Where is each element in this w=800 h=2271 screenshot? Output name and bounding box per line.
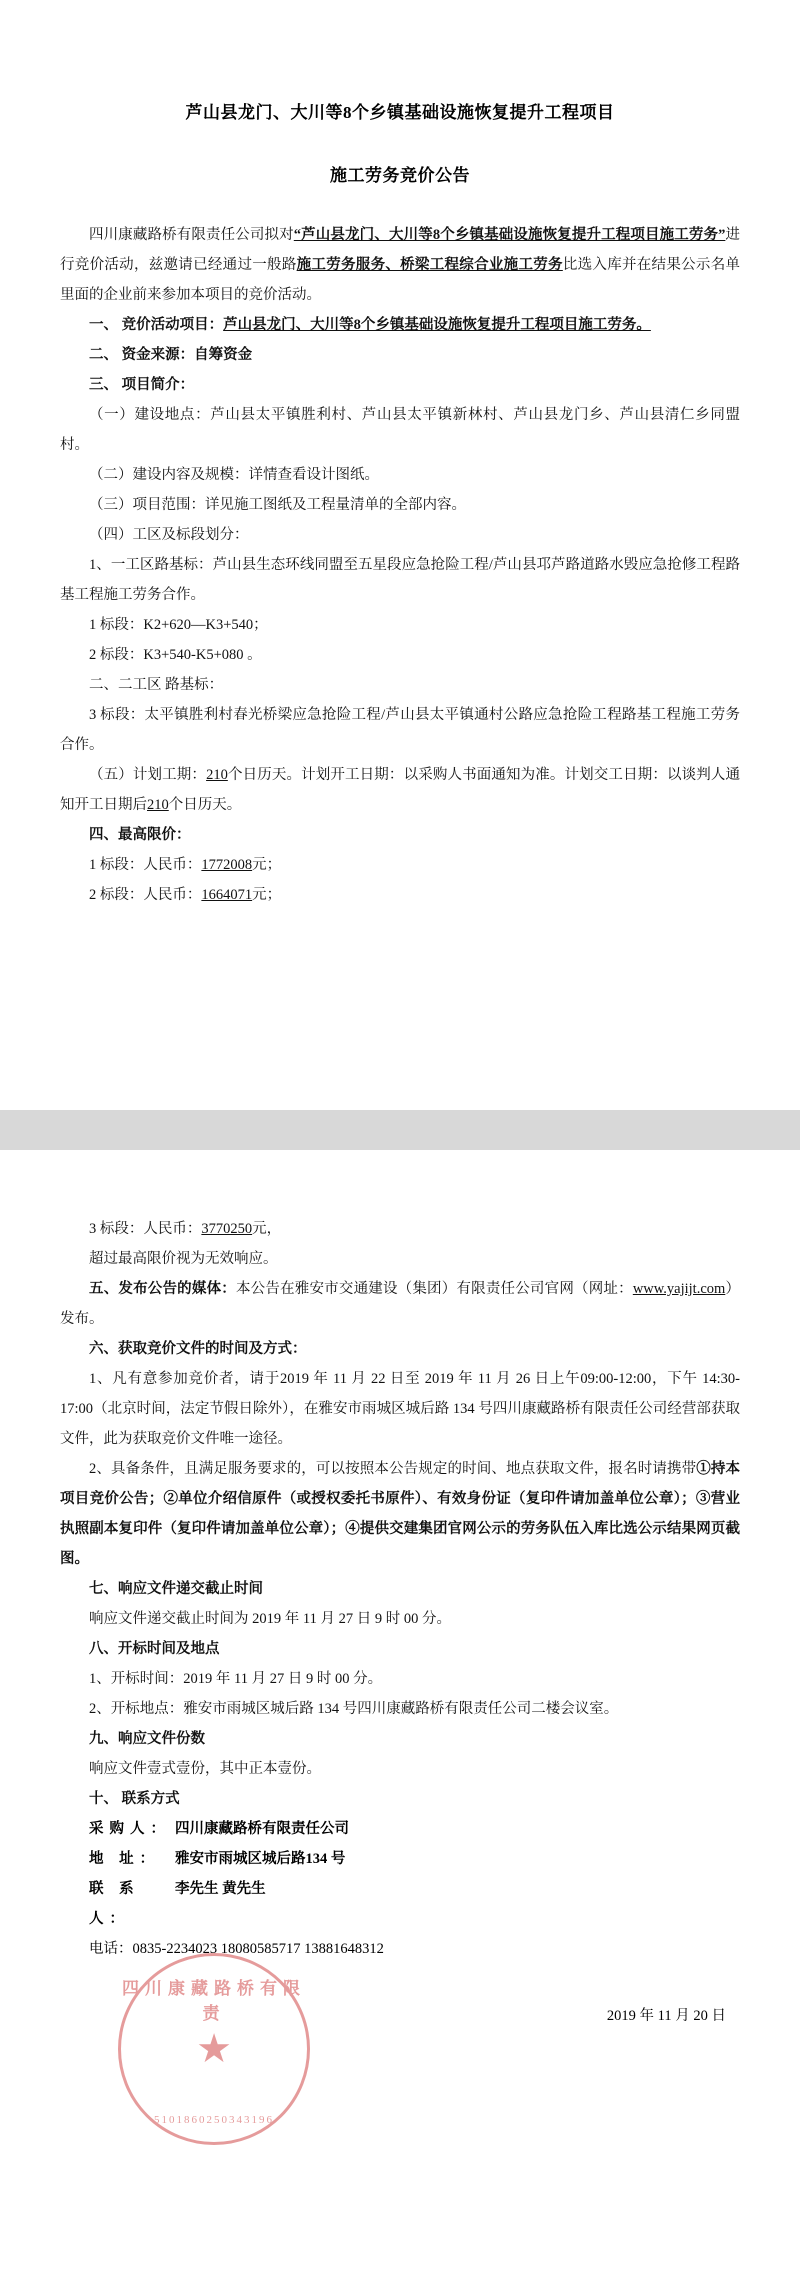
section-5-text-1: 本公告在雅安市交通建设（集团）有限责任公司官网（网址： [235,1281,633,1297]
section-bid-1: 1 标段：K2+620—K3+540； [89,617,268,633]
price-cap-bid-3-label: 3 标段：人民币： [89,1221,202,1237]
section-5 [60,1274,740,1334]
section-8-time: 1、开标时间：2019 年 11 月 27 日 9 时 00 分。 [89,1671,383,1687]
page-separator [0,1110,800,1150]
price-cap-bid-2-value: 1664071 [201,887,253,903]
section-7: 七、响应文件递交截止时间 [89,1581,263,1597]
section-1 [60,310,740,340]
section-2: 二、 资金来源：自筹资金 [89,347,253,363]
contact-buyer-label: 采购人： [89,1821,171,1837]
schedule-prefix: （五）计划工期： [89,767,207,783]
seal-bottom-text: 5101860250343196 [154,2114,274,2126]
section-1-label: 一、 竞价活动项目： [89,317,224,333]
section-3-item-1: （一）建设地点：芦山县太平镇胜利村、芦山县太平镇新林村、芦山县龙门乡、芦山县清仁乡同盟村。 [60,407,740,453]
section-bid-3: 3 标段：太平镇胜利村春光桥梁应急抢险工程/芦山县太平镇通村公路应急抢险工程路基工程施工劳务合作。 [60,707,740,753]
price-cap-bid-1-unit: 元； [252,857,282,873]
contact-person-label: 联 系 人： [89,1881,140,1927]
schedule-days-1: 210 [206,767,228,783]
document-date: 2019 年 11 月 20 日 [606,2008,726,2024]
section-6-item-2-requirements: ①持本项目竞价公告；②单位介绍信原件（或授权委托书原件）、有效身份证（复印件请加盖单位公章）；③营业执照副本复印件（复印件请加盖单位公章）；④提供交建集团官网公示的劳务队伍入库比选公示结果网页截图。 [60,1461,741,1567]
document-page-1 [0,0,800,1110]
contact-address-value: 雅安市雨城区城后路134 号 [175,1851,346,1867]
contact-phone-row [60,1934,740,1964]
contact-phone-value: 0835-2234023 18080585717 13881648312 [132,1941,384,1957]
section-6-item-2-text: 2、具备条件，且满足服务要求的，可以按照本公告规定的时间、地点获取文件，报名时请携带 [89,1461,697,1477]
contact-person-value: 李先生 黄先生 [175,1881,266,1897]
price-cap-bid-1-label: 1 标段：人民币： [89,857,202,873]
contact-phone-line [89,1934,740,1964]
seal-top-text: 四川康藏路桥有限责 [122,1979,306,2023]
price-cap-bid-1 [60,850,740,880]
star-icon: ★ [196,2026,232,2071]
section-10: 十、 联系方式 [89,1791,180,1807]
schedule-end: 个日历天。 [168,797,242,813]
intro-text-1: 四川康藏路桥有限责任公司拟对 [89,227,294,243]
intro-text-2: 进行竞价活动，兹邀请已经通过一般路 [60,227,741,273]
schedule-middle: 个日历天。计划开工日期：以采购人书面通知为准。计划交工日期：以谈判人通知开工日期后 [60,767,741,813]
price-cap-bid-3 [60,1214,740,1244]
section-3-item-5-schedule [60,760,740,820]
intro-text-2-bold: 施工劳务服务、桥梁工程综合业施工劳务 [296,257,563,273]
section-1-value: 芦山县龙门、大川等8个乡镇基础设施恢复提升工程项目施工劳务。 [223,317,651,333]
price-cap-bid-2-unit: 元； [252,887,282,903]
price-cap-bid-2 [60,880,740,910]
section-3-item-3: （三）项目范围：详见施工图纸及工程量清单的全部内容。 [89,497,466,513]
zone-1-roadbed: 1、一工区路基标：芦山县生态环线同盟至五星段应急抢险工程/芦山县邛芦路道路水毁应急抢修工程路基工程施工劳务合作。 [60,557,740,603]
price-cap-note: 超过最高限价视为无效响应。 [89,1251,278,1267]
page-title: 芦山县龙门、大川等8个乡镇基础设施恢复提升工程项目 [185,103,615,122]
contact-person-row [60,1874,740,1934]
contact-buyer-value: 四川康藏路桥有限责任公司 [175,1821,349,1837]
zone-2-roadbed: 二、二工区 路基标： [89,677,224,693]
section-bid-2: 2 标段：K3+540‐K5+080 。 [89,647,262,663]
section-6: 六、获取竞价文件的时间及方式： [89,1341,307,1357]
contact-buyer-row [60,1814,740,1844]
official-website-link[interactable]: www.yajijt.com [632,1281,726,1297]
intro-paragraph [60,220,740,310]
contact-address-row [60,1844,740,1874]
section-3-item-2: （二）建设内容及规模：详情查看设计图纸。 [89,467,379,483]
section-4: 四、最高限价： [89,827,191,843]
section-8: 八、开标时间及地点 [89,1641,220,1657]
section-9-copies: 响应文件壹式壹份，其中正本壹份。 [89,1761,321,1777]
document-page-2 [0,1150,800,2271]
schedule-days-2: 210 [147,797,169,813]
section-3: 三、 项目简介： [89,377,195,393]
intro-text-3: 比选入库并在结果公示名单里面的企业前来参加本项目的竞价活动。 [60,257,741,303]
company-seal-stamp [118,1953,310,2145]
section-7-deadline: 响应文件递交截止时间为 2019 年 11 月 27 日 9 时 00 分。 [89,1611,451,1627]
price-cap-bid-2-label: 2 标段：人民币： [89,887,202,903]
price-cap-bid-3-value: 3770250 [201,1221,253,1237]
intro-text-1-bold: “芦山县龙门、大川等8个乡镇基础设施恢复提升工程项目施工劳务” [293,227,726,243]
contact-address-label: 地 址： [89,1851,161,1867]
page-subtitle: 施工劳务竞价公告 [330,166,470,185]
section-8-place: 2、开标地点：雅安市雨城区城后路 134 号四川康藏路桥有限责任公司二楼会议室。 [89,1701,619,1717]
section-3-item-4: （四）工区及标段划分： [89,527,249,543]
price-cap-bid-1-value: 1772008 [201,857,253,873]
section-6-item-2 [60,1454,740,1574]
contact-block [60,1814,740,1964]
section-5-text-2: ）发布。 [60,1281,741,1327]
price-cap-bid-3-unit: 元， [252,1221,282,1237]
section-9: 九、响应文件份数 [89,1731,205,1747]
section-6-item-1: 1、凡有意参加竞价者，请于2019 年 11 月 22 日至 2019 年 11 月 26 日上午09:00-12:00，下午 14:30-17:00（北京时间，法定节假日除外），在雅安市雨城区城后路 134 号四川康藏路桥有限责任公司经营部获取文件，此为获取竞价文件唯一途径。 [60,1371,740,1447]
contact-phone-label: 电话： [89,1941,133,1957]
section-5-label: 五、发布公告的媒体： [89,1281,236,1297]
